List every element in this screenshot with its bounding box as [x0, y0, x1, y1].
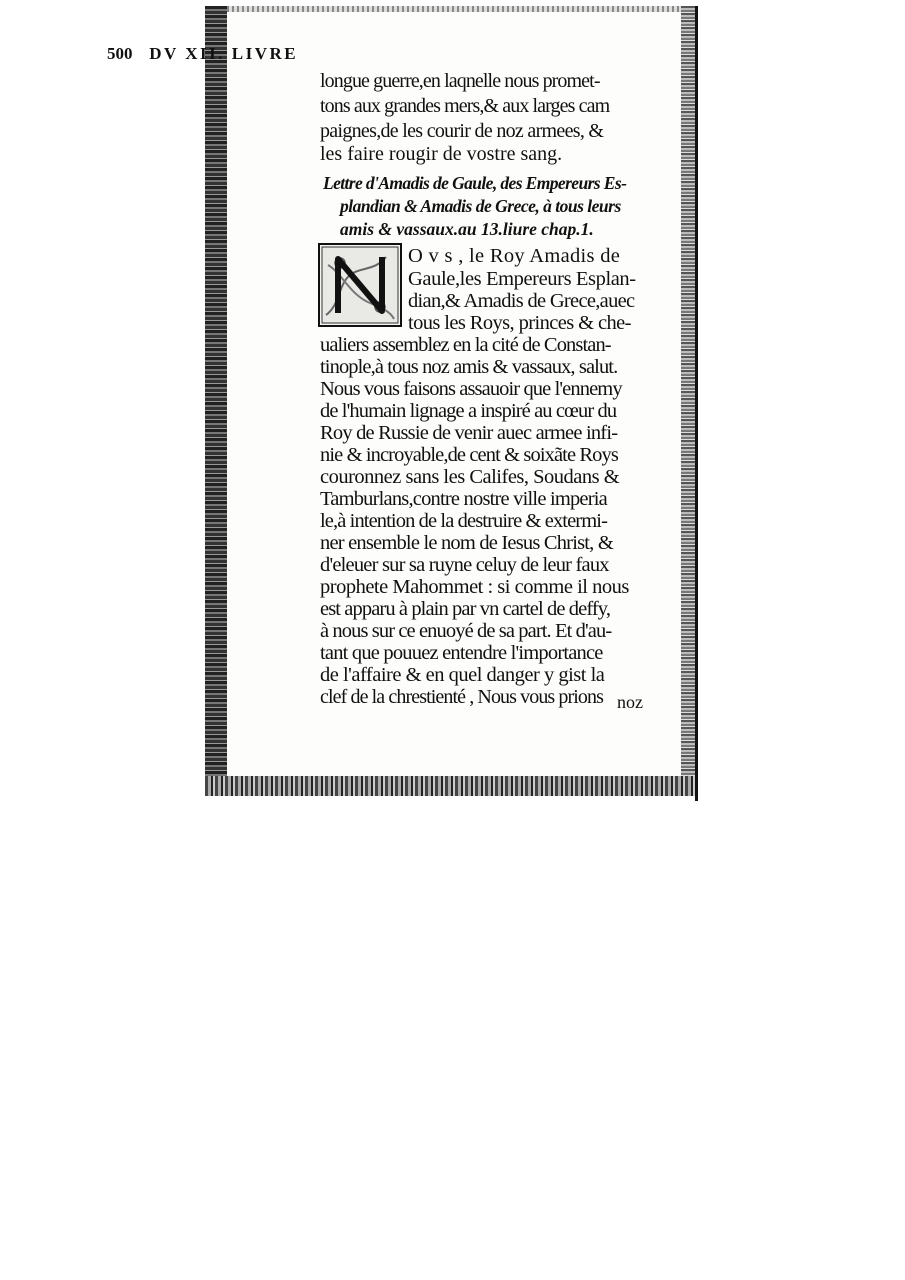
text-line: O v s , le Roy Amadis de — [408, 245, 621, 267]
text-line: clef de la chrestienté , Nous vous prions — [320, 686, 604, 708]
rubric-line: amis & vassaux.au 13.liure chap.1. — [340, 219, 594, 239]
text-line: couronnez sans les Califes, Soudans & — [320, 466, 620, 488]
text-line: de l'affaire & en quel danger y gist la — [320, 664, 605, 686]
text-line: nie & incroyable,de cent & soixãte Roys — [320, 444, 618, 466]
text-line: Gaule,les Empereurs Esplan- — [408, 268, 636, 290]
page-bottom-edge — [205, 776, 695, 796]
book-spine-edge — [205, 6, 227, 796]
rubric-line: plandian & Amadis de Grece, à tous leurs — [340, 196, 621, 216]
text-line: tons aux grandes mers,& aux larges cam — [320, 95, 610, 117]
text-line: les faire rougir de vostre sang. — [320, 143, 563, 165]
page-number: 500 — [107, 44, 133, 63]
text-line: tous les Roys, princes & che- — [408, 312, 631, 334]
page-fore-edge — [681, 6, 695, 786]
text-line: le,à intention de la destruire & extermi- — [320, 510, 607, 532]
initial-letter: N — [359, 295, 361, 296]
text-line: Nous vous faisons assauoir que l'ennemy — [320, 378, 622, 400]
text-line: paignes,de les courir de noz armees, & — [320, 120, 604, 142]
text-line: est apparu à plain par vn cartel de deffy, — [320, 598, 611, 620]
text-line: prophete Mahommet : si comme il nous — [320, 576, 629, 598]
text-line: Roy de Russie de venir auec armee infi- — [320, 422, 618, 444]
text-line: ner ensemble le nom de Iesus Christ, & — [320, 532, 613, 554]
text-line: à nous sur ce enuoyé de sa part. Et d'au- — [320, 620, 612, 642]
text-line: d'eleuer sur sa ruyne celuy de leur faux — [320, 554, 609, 576]
running-head — [107, 44, 487, 64]
text-line: de l'humain lignage a inspiré au cœur du — [320, 400, 617, 422]
text-line: longue guerre,en laqnelle nous promet- — [320, 70, 600, 92]
scan-border-line — [695, 6, 698, 801]
text-line: dian,& Amadis de Grece,auec — [408, 290, 635, 312]
text-line: tinople,à tous noz amis & vassaux, salut. — [320, 356, 618, 378]
text-line: tant que pouuez entendre l'importance — [320, 642, 603, 664]
catchword: noz — [617, 692, 643, 712]
running-title: DV XII. LIVRE — [149, 44, 299, 63]
text-line: Tamburlans,contre nostre ville imperia — [320, 488, 607, 510]
decorated-initial — [318, 243, 402, 327]
decorated-initial-ornament — [320, 245, 400, 325]
text-line: ualiers assemblez en la cité de Constan- — [320, 334, 611, 356]
rubric-line: Lettre d'Amadis de Gaule, des Empereurs Es- — [323, 173, 627, 193]
